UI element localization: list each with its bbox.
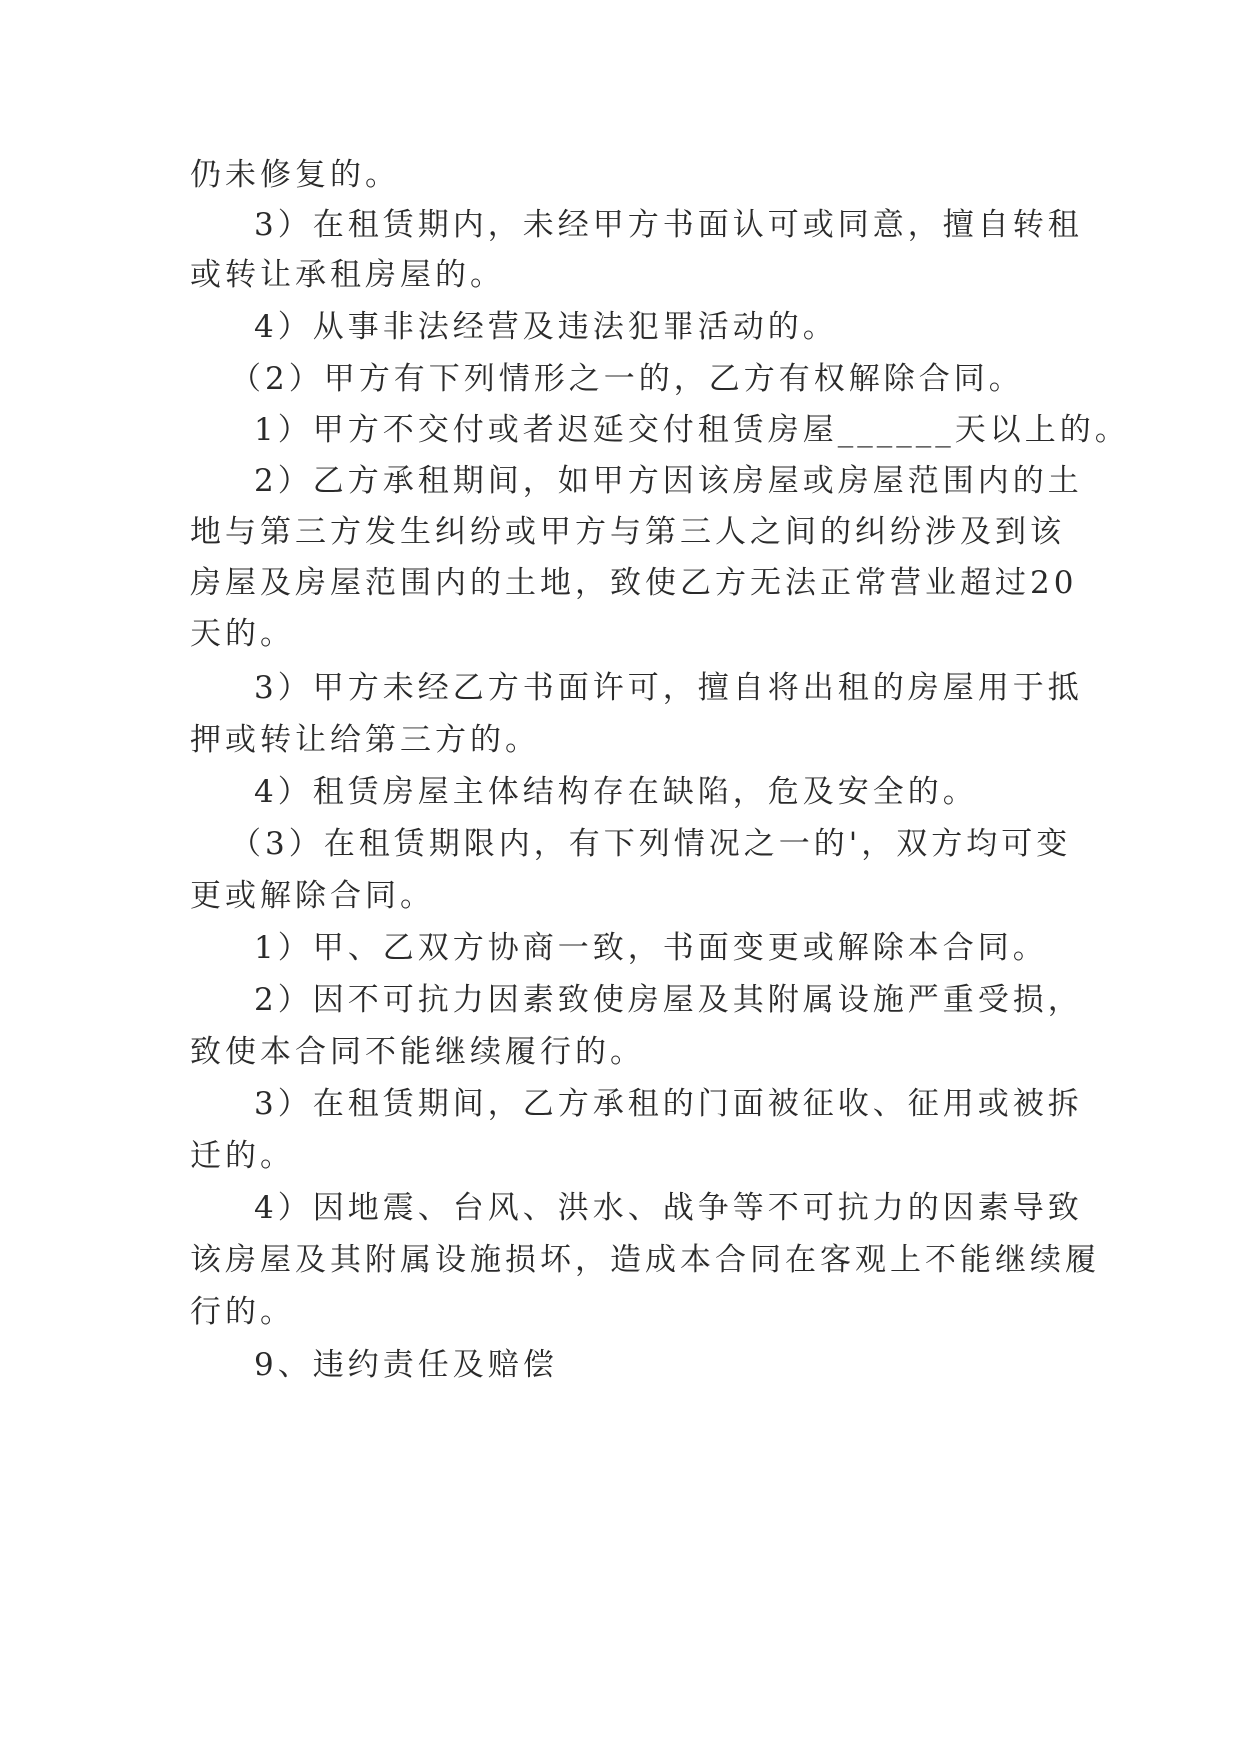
text-line: 该房屋及其附属设施损坏，造成本合同在客观上不能继续履	[190, 1242, 1100, 1278]
text-line: 或转让承租房屋的。	[190, 257, 505, 293]
text-line: 天的。	[190, 616, 295, 652]
text-line: 4）租赁房屋主体结构存在缺陷，危及安全的。	[254, 774, 978, 810]
text-line: 2）乙方承租期间，如甲方因该房屋或房屋范围内的土	[254, 463, 1083, 499]
text-line: 9、违约责任及赔偿	[254, 1347, 558, 1383]
text-line: 迁的。	[190, 1138, 295, 1174]
text-line: 3）在租赁期内，未经甲方书面认可或同意，擅自转租	[254, 207, 1083, 243]
text-line: 押或转让给第三方的。	[190, 722, 540, 758]
text-line: 行的。	[190, 1294, 295, 1330]
text-line: 1）甲、乙双方协商一致，书面变更或解除本合同。	[254, 930, 1048, 966]
text-line: 3）在租赁期间，乙方承租的门面被征收、征用或被拆	[254, 1086, 1083, 1122]
text-line: 2）因不可抗力因素致使房屋及其附属设施严重受损，	[254, 982, 1083, 1018]
text-line: 1）甲方不交付或者迟延交付租赁房屋______天以上的。	[254, 412, 1130, 448]
text-line: 仍未修复的。	[190, 157, 400, 193]
text-line: 地与第三方发生纠纷或甲方与第三人之间的纠纷涉及到该	[190, 514, 1065, 550]
text-line: 房屋及房屋范围内的土地，致使乙方无法正常营业超过20	[190, 565, 1078, 601]
text-line: （2）甲方有下列情形之一的，乙方有权解除合同。	[230, 361, 1024, 397]
text-line: 致使本合同不能继续履行的。	[190, 1034, 645, 1070]
text-line: 更或解除合同。	[190, 878, 435, 914]
text-line: 4）因地震、台风、洪水、战争等不可抗力的因素导致	[254, 1190, 1083, 1226]
text-line: 3）甲方未经乙方书面许可，擅自将出租的房屋用于抵	[254, 670, 1083, 706]
text-line: 4）从事非法经营及违法犯罪活动的。	[254, 309, 838, 345]
text-line: （3）在租赁期限内，有下列情况之一的'，双方均可变	[230, 826, 1072, 862]
